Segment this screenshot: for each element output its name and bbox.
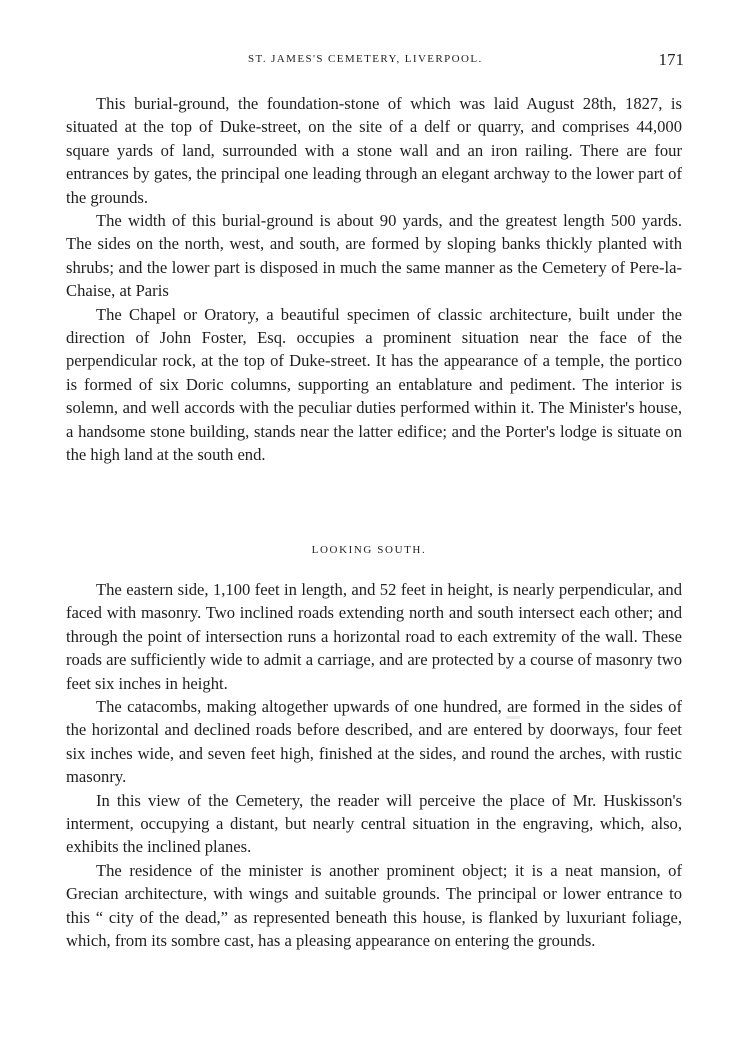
paragraph: The width of this burial-ground is about 90 yards, and the greatest length 500 yards. The sides on the north, west, and south, are formed by sloping banks thickly planted with shrubs; and the lower part is disposed in much the same manner as the Cemetery of Pere-la-Chaise, at Paris [66, 211, 682, 301]
page-header [60, 50, 684, 74]
paragraph: The eastern side, 1,100 feet in length, and 52 feet in height, is nearly perpendicular, and faced with masonry. Two inclined roads extending north and south intersect each other; and through the point of intersection runs a horizontal road to each extremity of the wall. These roads are sufficiently wide to admit a carriage, and are protected by a course of masonry two feet six inches in height. [66, 580, 682, 693]
paragraph: This burial-ground, the foundation-stone of which was laid August 28th, 1827, is situated at the top of Duke-street, on the site of a delf or quarry, and comprises 44,000 square yards of land, surrounded with a stone wall and an iron railing. There are four entrances by gates, the principal one leading through an elegant archway to the lower part of the grounds. [66, 94, 682, 207]
page-number: 171 [658, 50, 684, 69]
paragraph: The catacombs, making altogether upwards of one hundred, are formed in the sides of the horizontal and declined roads before described, and are entered by doorways, four feet six inches wide, and seven feet high, finished at the sides, and round the arches, with rustic masonry. [66, 697, 682, 787]
paragraph: In this view of the Cemetery, the reader will perceive the place of Mr. Huskisson's interment, occupying a distant, but nearly central situation in the engraving, which, also, exhibits the inclined planes. [66, 790, 682, 857]
paragraph: The residence of the minister is another prominent object; it is a neat mansion, of Grecian architecture, with wings and suitable grounds. The principal or lower entrance to this “ city of the dead,” as represented beneath this house, is flanked by luxuriant foliage, which, from its sombre cast, has a pleasing appearance on entering the grounds. [66, 860, 682, 951]
paper-blemish [506, 716, 520, 719]
paragraph: The Chapel or Oratory, a beautiful specimen of classic architecture, built under the direction of John Foster, Esq. occupies a prominent situation near the face of the perpendicular rock, at the top of Duke-street. It has the appearance of a temple, the portico is formed of six Doric columns, supporting an entablature and pediment. The interior is solemn, and well accords with the peculiar duties performed within it. The Minister's house, a handsome stone building, stands near the latter edifice; and the Porter's lodge is situate on the high land at the south end. [66, 304, 682, 465]
running-head: ST. JAMES'S CEMETERY, LIVERPOOL. [248, 53, 483, 65]
text-section-chapel [66, 92, 682, 467]
text-section-catacombs [66, 578, 682, 953]
plate-caption: LOOKING SOUTH. [311, 544, 427, 556]
